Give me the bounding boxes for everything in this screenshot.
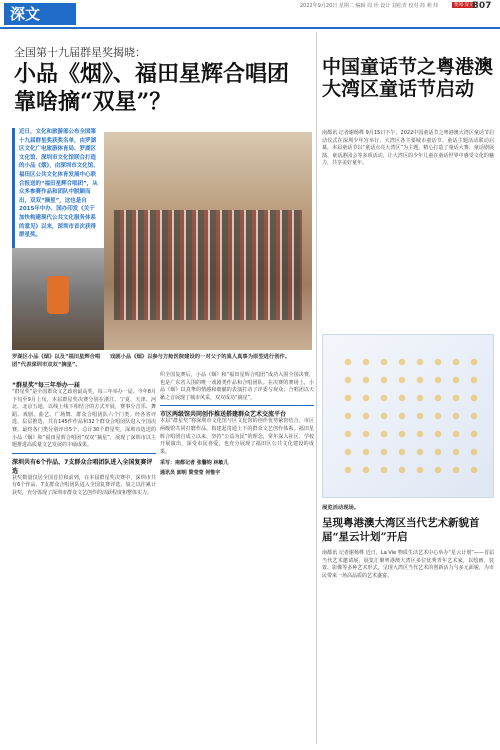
right-body-2: 南都讯 记者谢杨桦 近日，La Vie 物质生活艺术中心举办“星云计划”——首届当代艺术邀请展，展览汇聚粤港澳大湾区多位优秀青年艺术家，以绘画、装置、影像等多种艺术形式，呈现大湾区当代艺术的创新活力与多元面貌，为市民带来一场高品质的艺术盛宴。: [322, 550, 494, 579]
caption-exhibition: 展览活动现场。: [322, 505, 360, 511]
body-section-1: “群星奖”是全国群众文艺政府最高奖，每三年举办一届。今年8月下旬至9月上旬，本届群星奖决赛分别在浙江、宁夏、天津、河北、北京五地，以线上线下相结合的方式开展，赛事分音乐、舞蹈、戏剧、曲艺、广场舞、群众合唱团队六个门类。经各省评选、层层推选，共有145件作品和32个群众合唱团队进入全国决赛。最终各门类分别评出5个，总计30个群星奖，深圳市选送的小品《烟》和“福田星辉合唱团”双双“摘星”，展现了深圳市以主题推进高质量文艺发展的丰硕成果。: [12, 389, 156, 449]
choir-photo: [104, 132, 312, 350]
divider: [160, 405, 314, 406]
right-headline-1: 中国童话节之粤港澳大湾区童话节启动: [322, 56, 494, 100]
summary-box: [12, 128, 100, 248]
article-column-b: [160, 372, 314, 476]
article-column-a: [12, 380, 156, 498]
caption-choir: 戏剧小品《烟》以参与方舱医院建设的一对父子的真人真事为原型进行创作。: [110, 354, 291, 360]
worker-photo: [12, 248, 104, 350]
subhead-1: “群星奖”每三年举办一届: [12, 382, 80, 389]
subhead-2: 深圳共有6个作品、7支群众合唱团队进入全国复赛评选: [12, 458, 153, 475]
divider: [12, 453, 156, 454]
page-number: B07: [472, 1, 492, 11]
masthead: [0, 0, 500, 32]
body-section-2: 获奖数量仅居全国首位和前列，在本届群星奖决赛中，深圳市共有6个作品、7支群众合唱团队进入全国复赛评选，加之以往累计获奖，充分体现了深圳市群众文艺创作的活跃程度和整体实力。: [12, 474, 156, 496]
right-headline-2: 呈现粤港澳大湾区当代艺术新貌首届“星云计划”开启: [322, 517, 480, 543]
body-column-b: 织全国复赛后，小品《烟》和“福田星辉合唱团”成功入围全国决赛，也是广东省入围的唯一戏剧类作品和合唱团队。在决赛的赛场上，小品《烟》以真挚的情感和细腻的表演打动了评委与观众；合唱团以天籁之音展现了城市风采，双双成功“摘星”。: [160, 372, 314, 401]
column-divider: [316, 32, 317, 744]
exhibition-photo: [322, 334, 494, 498]
source-credit: 采写：南都记者 张馨钧 林敏儿: [160, 460, 229, 467]
section-tag: 要闻·深文: [454, 3, 474, 8]
subhead-3: 市区两级馆共同创作推送搭建群众艺术交流平台: [160, 411, 287, 419]
right-body-1: 南都讯 记者谢杨桦 9月15日下午，2022中国童话节之粤港澳大湾区童话节启动仪式在深圳少年宫举行，大湾区各主要城市童话节、童话主题活动联动启幕，本届童话节以“童话点亮大湾区”为主题，精心打造了童话大赛、童话剧展演、童话游园会等多项活动，让大湾区的少年儿童在童话世界中感受文化的魅力，共享美好童年。: [322, 130, 494, 167]
section-title: 深文: [4, 3, 76, 25]
masthead-rule: [0, 27, 500, 29]
dateline: 2022年9月20日 星期二 编辑 周 珍 设计 刘松青 校对 简 利 炜: [300, 3, 439, 9]
kicker: 全国第十九届群星奖揭晓：: [14, 46, 146, 59]
summary-text: 近日，文化和旅游部公布全国第十九届群星奖获奖名单，由罗湖区文化广电旅游体育局、罗湖区文化馆、深圳市文化馆联合打造的小品《烟》，由深圳市文化馆、福田区公共文化体育发展中心联合报送的“福田星辉合唱团”，从众多参赛作品和团队中脱颖而出，双双“摘星”，这也是自2015年中办、国办印发《关于加快构建现代公共文化服务体系的意见》以来，深圳市首次获得群星奖。: [19, 129, 99, 239]
byline: 通讯员 卸明 简莹莹 何惟宇: [160, 470, 221, 477]
main-headline: 小品《烟》、福田星辉合唱团靠啥摘“双星”？: [14, 61, 290, 115]
caption-worker: 罗湖区小品《烟》以及“福田星辉合唱团”代表深圳市双双“摘星”。: [12, 354, 101, 368]
body-section-3: 本届“群星奖”将深圳市文化馆与区文化馆的创作优势紧密结合，市区两级馆共同打磨作品，构建起贯通上下的群众文艺创作体系。福田星辉合唱团自成立以来，坚持“公益为民”的理念，常年深入社区、学校开展演出，深受市民喜爱，也充分展现了福田区公共文化建设的成果。: [160, 418, 314, 455]
